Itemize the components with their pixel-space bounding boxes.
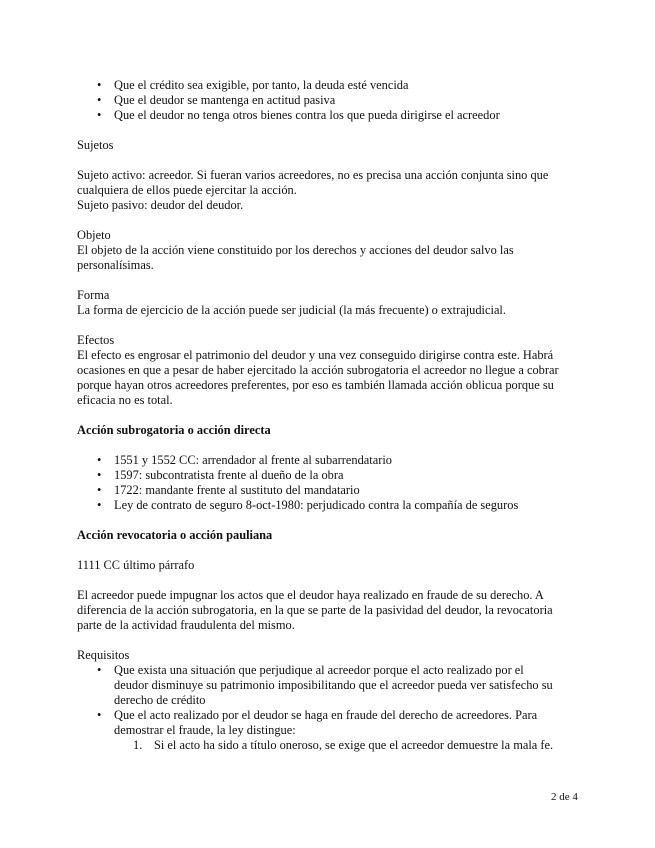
item-text: Si el acto ha sido a título oneroso, se exige que el acreedor demuestre la mala fe. [154, 738, 554, 752]
efectos-line: ocasiones en que a pesar de haber ejercitado la acción subrogatoria el acreedor no llegue a cobrar [77, 363, 559, 377]
heading-subrogatoria: Acción subrogatoria o acción directa [77, 423, 271, 437]
sujeto-activo-line: Sujeto activo: acreedor. Si fueran varios acreedores, no es precisa una acción conjunta sino que [77, 168, 549, 182]
requisito-line: Que el acto realizado por el deudor se haga en fraude del derecho de acreedores. Para [114, 708, 538, 722]
list-item: • Que el deudor no tenga otros bienes contra los que pueda dirigirse el acreedor [77, 108, 577, 123]
efectos-line: El efecto es engrosar el patrimonio del deudor y una vez conseguido dirigirse contra este. Habrá [77, 348, 554, 362]
heading-sujetos: Sujetos [77, 138, 114, 152]
efectos-line: porque hayan otros acreedores preferentes, por eso es también llamada acción oblicua porque su [77, 378, 554, 392]
heading-forma: Forma [77, 288, 110, 302]
requisito-line: deudor disminuye su patrimonio imposibilitando que el acreedor pueda ver satisfecho su [114, 678, 553, 692]
list-item [77, 708, 577, 738]
list-item: • Que el crédito sea exigible, por tanto, la deuda esté vencida [77, 78, 577, 93]
item-number: 1. [133, 738, 143, 752]
heading-efectos: Efectos [77, 333, 115, 347]
requisito-line: Que exista una situación que perjudique al acreedor porque el acto realizado por el [114, 663, 524, 677]
page-number: 2 de 4 [551, 791, 578, 803]
efectos-line: eficacia no es total. [77, 393, 173, 407]
objeto-line: personalísimas. [77, 258, 154, 272]
numbered-item [77, 738, 577, 753]
heading-objeto: Objeto [77, 228, 111, 242]
list-item: • 1597: subcontratista frente al dueño de la obra [77, 468, 577, 483]
list-item: • 1722: mandante frente al sustituto del mandatario [77, 483, 577, 498]
revocatoria-line: El acreedor puede impugnar los actos que el deudor haya realizado en fraude de su derecho. A [77, 588, 544, 602]
forma-line: La forma de ejercicio de la acción puede ser judicial (la más frecuente) o extrajudicial. [77, 303, 506, 317]
requisitos-list [77, 663, 577, 738]
subrogatoria-list [77, 453, 577, 513]
numbered-list [77, 738, 577, 753]
list-item: • 1551 y 1552 CC: arrendador al frente al subarrendatario [77, 453, 577, 468]
heading-revocatoria: Acción revocatoria o acción pauliana [77, 528, 273, 542]
revocatoria-ref: 1111 CC último párrafo [77, 558, 195, 572]
sujeto-activo-line: cualquiera de ellos puede ejercitar la acción. [77, 183, 297, 197]
requirements-list [77, 78, 577, 123]
revocatoria-line: diferencia de la acción subrogatoria, en la que se parte de la pasividad del deudor, la revocatoria [77, 603, 553, 617]
list-item: • Que el deudor se mantenga en actitud pasiva [77, 93, 577, 108]
requisito-line: derecho de crédito [114, 693, 206, 707]
revocatoria-line: parte de la actividad fraudulenta del mismo. [77, 618, 295, 632]
sujeto-pasivo-line: Sujeto pasivo: deudor del deudor. [77, 198, 244, 212]
requisito-line: demostrar el fraude, la ley distingue: [114, 723, 296, 737]
objeto-line: El objeto de la acción viene constituido por los derechos y acciones del deudor salvo las [77, 243, 514, 257]
list-item: • Ley de contrato de seguro 8-oct-1980: perjudicado contra la compañía de seguros [77, 498, 577, 513]
heading-requisitos: Requisitos [77, 648, 130, 662]
page-content [77, 78, 577, 753]
list-item [77, 663, 577, 708]
